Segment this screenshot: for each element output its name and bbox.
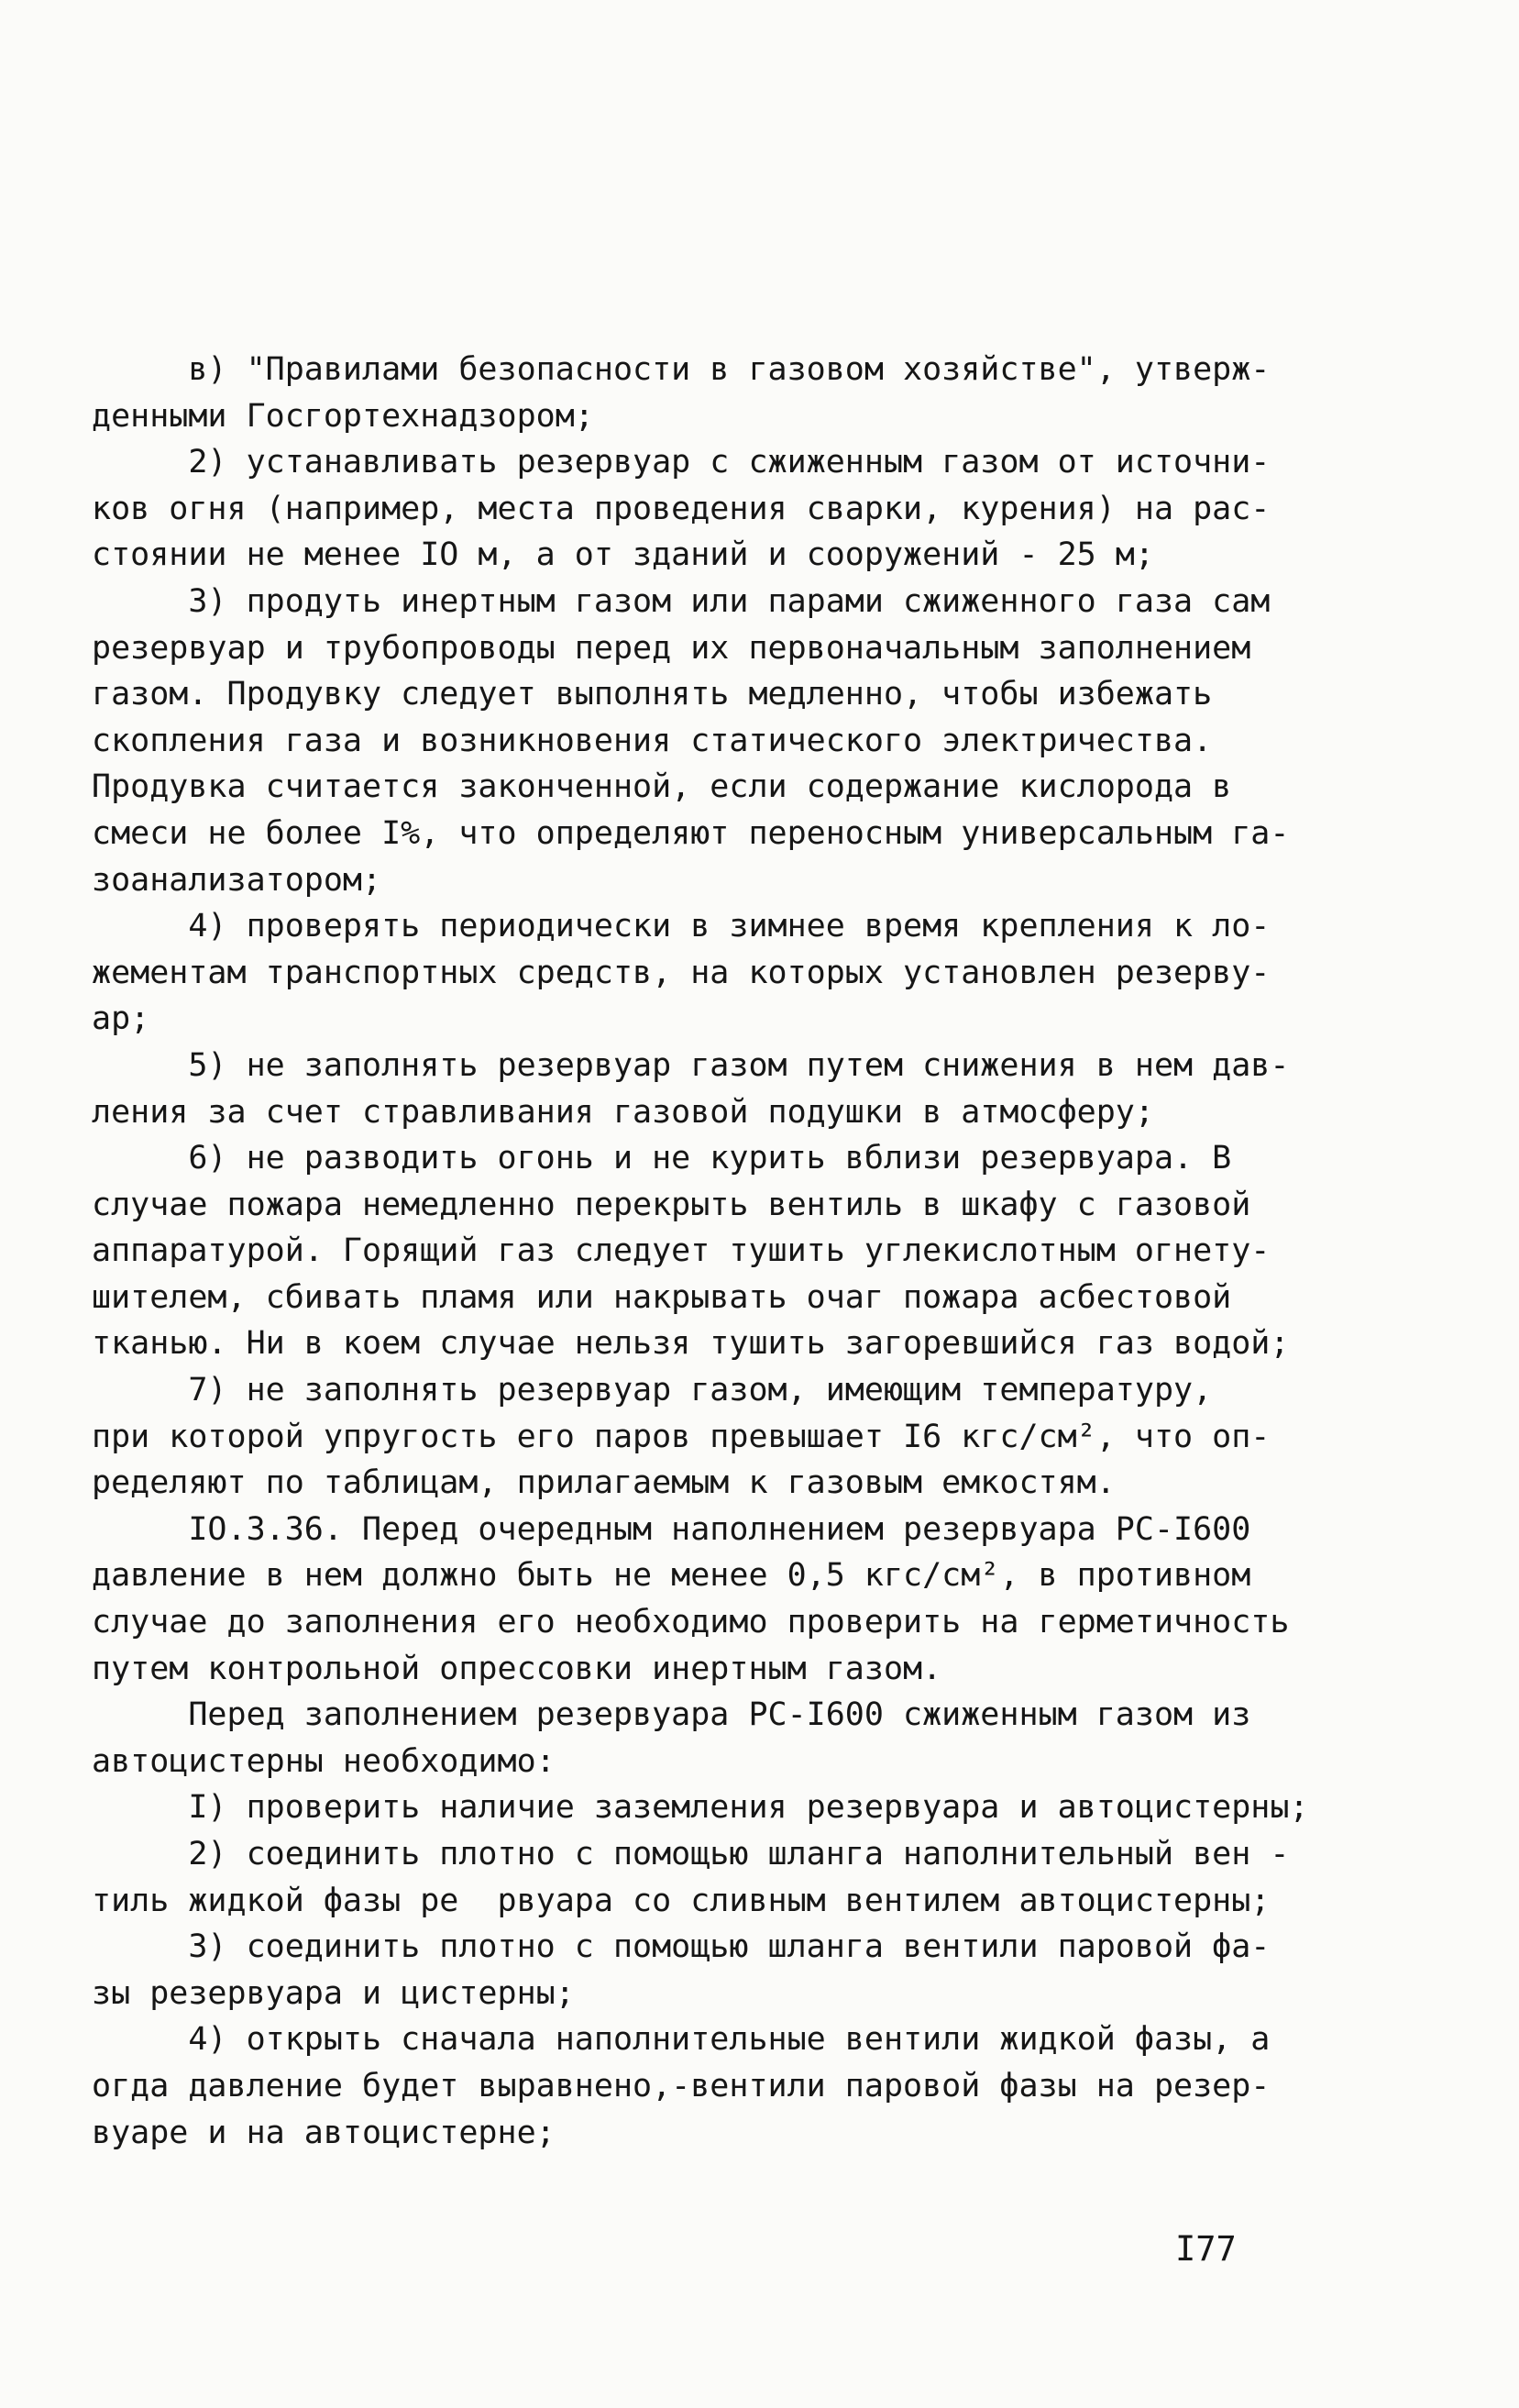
text-line: путем контрольной опрессовки инертным газом. <box>92 1650 942 1687</box>
text-line: 2) устанавливать резервуар с сжиженным газом от источни- <box>92 444 1271 481</box>
page-number: I77 <box>1175 2229 1237 2269</box>
text-line: при которой упругость его паров превышает I6 кгс/см², что оп- <box>92 1418 1271 1455</box>
text-line: зоанализатором; <box>92 861 382 899</box>
text-line: аппаратурой. Горящий газ следует тушить углекислотным огнету- <box>92 1232 1271 1270</box>
text-line: ков огня (например, места проведения сварки, курения) на рас- <box>92 490 1271 527</box>
text-line: резервуар и трубопроводы перед их первоначальным заполнением <box>92 629 1251 667</box>
text-line: скопления газа и возникновения статического электричества. <box>92 722 1213 759</box>
text-line: 5) не заполнять резервуар газом путем снижения в нем дав- <box>92 1046 1290 1084</box>
text-line: 4) проверять периодически в зимнее время крепления к ло- <box>92 908 1271 945</box>
text-line: ределяют по таблицам, прилагаемым к газовым емкостям. <box>92 1464 1116 1502</box>
text-line: ар; <box>92 1000 150 1038</box>
text-line: тиль жидкой фазы ре рвуара со сливным вентилем автоцистерны; <box>92 1882 1271 1919</box>
text-line: ления за счет стравливания газовой подушки в атмосферу; <box>92 1093 1154 1131</box>
text-line: вуаре и на автоцистерне; <box>92 2114 556 2151</box>
text-line: жементам транспортных средств, на которых установлен резерву- <box>92 954 1271 991</box>
text-line: 3) соединить плотно с помощью шланга вентили паровой фа- <box>92 1928 1271 1966</box>
text-line: IO.3.36. Перед очередным наполнением резервуара РС-I600 <box>92 1510 1251 1548</box>
text-line: 3) продуть инертным газом или парами сжиженного газа сам <box>92 582 1271 620</box>
text-line: 2) соединить плотно с помощью шланга наполнительный вен - <box>92 1836 1290 1872</box>
text-line: смеси не более I%, что определяют переносным универсальным га- <box>92 814 1290 852</box>
text-line: 6) не разводить огонь и не курить вблизи резервуара. В <box>92 1140 1232 1177</box>
text-line: газом. Продувку следует выполнять медленно, чтобы избежать <box>92 676 1213 713</box>
text-line: зы резервуара и цистерны; <box>92 1974 575 2012</box>
text-line: 7) не заполнять резервуар газом, имеющим температуру, <box>92 1372 1213 1409</box>
text-line: Перед заполнением резервуара РС-I600 сжиженным газом из <box>92 1696 1251 1734</box>
text-line: Продувка считается законченной, если содержание кислорода в <box>92 768 1232 806</box>
body-text <box>92 347 1309 2156</box>
text-line: I) проверить наличие заземления резервуара и автоцистерны; <box>92 1789 1309 1827</box>
text-line: давление в нем должно быть не менее 0,5 кгс/см², в противном <box>92 1557 1251 1595</box>
text-line: автоцистерны необходимо: <box>92 1742 556 1780</box>
text-line: денными Госгортехнадзором; <box>92 397 594 435</box>
text-line: 4) открыть сначала наполнительные вентили жидкой фазы, а <box>92 2021 1271 2059</box>
text-line: шителем, сбивать пламя или накрывать очаг пожара асбестовой <box>92 1278 1232 1316</box>
text-line: случае пожара немедленно перекрыть вентиль в шкафу с газовой <box>92 1186 1251 1223</box>
text-line: огда давление будет выравнено,-вентили паровой фазы на резер- <box>92 2067 1271 2104</box>
text-line: стоянии не менее IO м, а от зданий и сооружений - 25 м; <box>92 536 1154 574</box>
text-line: в) "Правилами безопасности в газовом хозяйстве", утверж- <box>92 351 1271 388</box>
text-line: случае до заполнения его необходимо проверить на герметичность <box>92 1604 1290 1641</box>
text-line: тканью. Ни в коем случае нельзя тушить загоревшийся газ водой; <box>92 1325 1290 1363</box>
